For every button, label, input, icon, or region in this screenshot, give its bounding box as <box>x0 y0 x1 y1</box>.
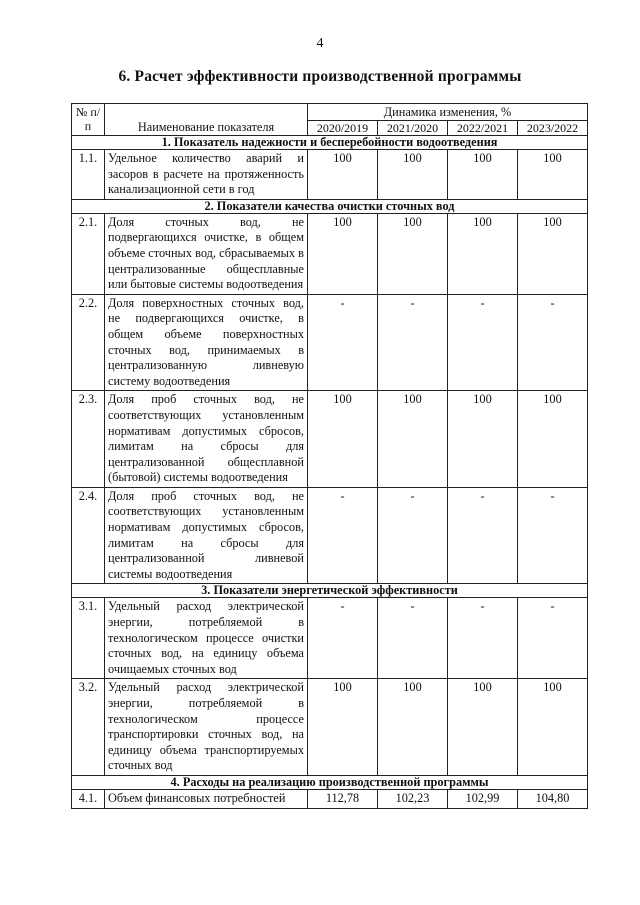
indicator-value: 100 <box>378 679 448 776</box>
column-header-number: № п/п <box>72 104 105 136</box>
section-header-row <box>72 199 588 213</box>
indicator-value: - <box>448 598 518 679</box>
indicator-value: - <box>308 487 378 584</box>
section-header-row <box>72 775 588 789</box>
indicator-value: 100 <box>518 150 588 200</box>
indicator-value: 100 <box>378 213 448 294</box>
indicator-value: 100 <box>518 213 588 294</box>
column-header-dynamics: Динамика изменения, % <box>308 104 588 121</box>
indicator-name: Объем финансовых потребностей <box>105 789 308 808</box>
row-number: 2.4. <box>72 487 105 584</box>
indicator-name: Доля проб сточных вод, не соответствующих установленным нормативам допустимых сбросов, лимитам на сбросы для централизованной общесплавной (бытовой) системы водоотведения <box>105 391 308 488</box>
indicator-name: Удельный расход электрической энергии, потребляемой в технологическом процессе очистки сточных вод, на единицу объема очищаемых сточных вод <box>105 598 308 679</box>
section-title: 2. Показатели качества очистки сточных вод <box>72 199 588 213</box>
row-number: 3.1. <box>72 598 105 679</box>
table-row <box>72 487 588 584</box>
indicator-value: - <box>378 294 448 391</box>
table-row <box>72 213 588 294</box>
indicator-value: 100 <box>518 391 588 488</box>
indicator-value: 100 <box>308 391 378 488</box>
table-row <box>72 679 588 776</box>
indicator-value: 100 <box>308 679 378 776</box>
column-header-name: Наименование показателя <box>105 104 308 136</box>
indicator-value: 104,80 <box>518 789 588 808</box>
indicator-value: 100 <box>448 150 518 200</box>
column-header-year: 2021/2020 <box>378 121 448 136</box>
section-header-row <box>72 136 588 150</box>
table-header-row <box>72 104 588 121</box>
indicator-value: 100 <box>308 213 378 294</box>
table-row <box>72 391 588 488</box>
indicator-value: 100 <box>448 679 518 776</box>
indicator-name: Удельное количество аварий и засоров в расчете на протяженность канализационной сети в год <box>105 150 308 200</box>
row-number: 2.2. <box>72 294 105 391</box>
indicator-value: 100 <box>448 391 518 488</box>
indicator-name: Удельный расход электрической энергии, потребляемой в технологическом процессе транспортировки сточных вод, на единицу объема транспортируемых сточных вод <box>105 679 308 776</box>
efficiency-table <box>71 103 588 809</box>
table-row <box>72 294 588 391</box>
indicator-value: 100 <box>378 150 448 200</box>
row-number: 4.1. <box>72 789 105 808</box>
indicator-value: - <box>378 487 448 584</box>
indicator-value: - <box>518 598 588 679</box>
indicator-value: 112,78 <box>308 789 378 808</box>
row-number: 3.2. <box>72 679 105 776</box>
indicator-name: Доля сточных вод, не подвергающихся очистке, в общем объеме сточных вод, сбрасываемых в централизованные общесплавные или бытовые системы водоотведения <box>105 213 308 294</box>
indicator-value: - <box>308 294 378 391</box>
indicator-value: - <box>378 598 448 679</box>
indicator-value: 102,23 <box>378 789 448 808</box>
section-title: 4. Расходы на реализацию производственной программы <box>72 775 588 789</box>
page-title: 6. Расчет эффективности производственной программы <box>118 68 522 85</box>
table-row <box>72 150 588 200</box>
indicator-name: Доля поверхностных сточных вод, не подвергающихся очистке, в общем объеме поверхностных сточных вод, принимаемых в централизованную ливневую систему водоотведения <box>105 294 308 391</box>
column-header-year: 2023/2022 <box>518 121 588 136</box>
table-row <box>72 789 588 808</box>
row-number: 2.3. <box>72 391 105 488</box>
indicator-value: - <box>448 294 518 391</box>
indicator-value: 100 <box>308 150 378 200</box>
indicator-value: 100 <box>448 213 518 294</box>
indicator-value: 100 <box>378 391 448 488</box>
section-title: 1. Показатель надежности и бесперебойности водоотведения <box>72 136 588 150</box>
row-number: 2.1. <box>72 213 105 294</box>
indicator-value: 102,99 <box>448 789 518 808</box>
indicator-value: - <box>448 487 518 584</box>
indicator-value: - <box>308 598 378 679</box>
indicator-value: 100 <box>518 679 588 776</box>
table-row <box>72 598 588 679</box>
indicator-name: Доля проб сточных вод, не соответствующих установленным нормативам допустимых сбросов, лимитам на сбросы для централизованной ливневой системы водоотведения <box>105 487 308 584</box>
indicator-value: - <box>518 294 588 391</box>
section-header-row <box>72 584 588 598</box>
column-header-year: 2022/2021 <box>448 121 518 136</box>
indicator-value: - <box>518 487 588 584</box>
row-number: 1.1. <box>72 150 105 200</box>
section-title: 3. Показатели энергетической эффективности <box>72 584 588 598</box>
column-header-year: 2020/2019 <box>308 121 378 136</box>
page-number: 4 <box>316 36 324 51</box>
